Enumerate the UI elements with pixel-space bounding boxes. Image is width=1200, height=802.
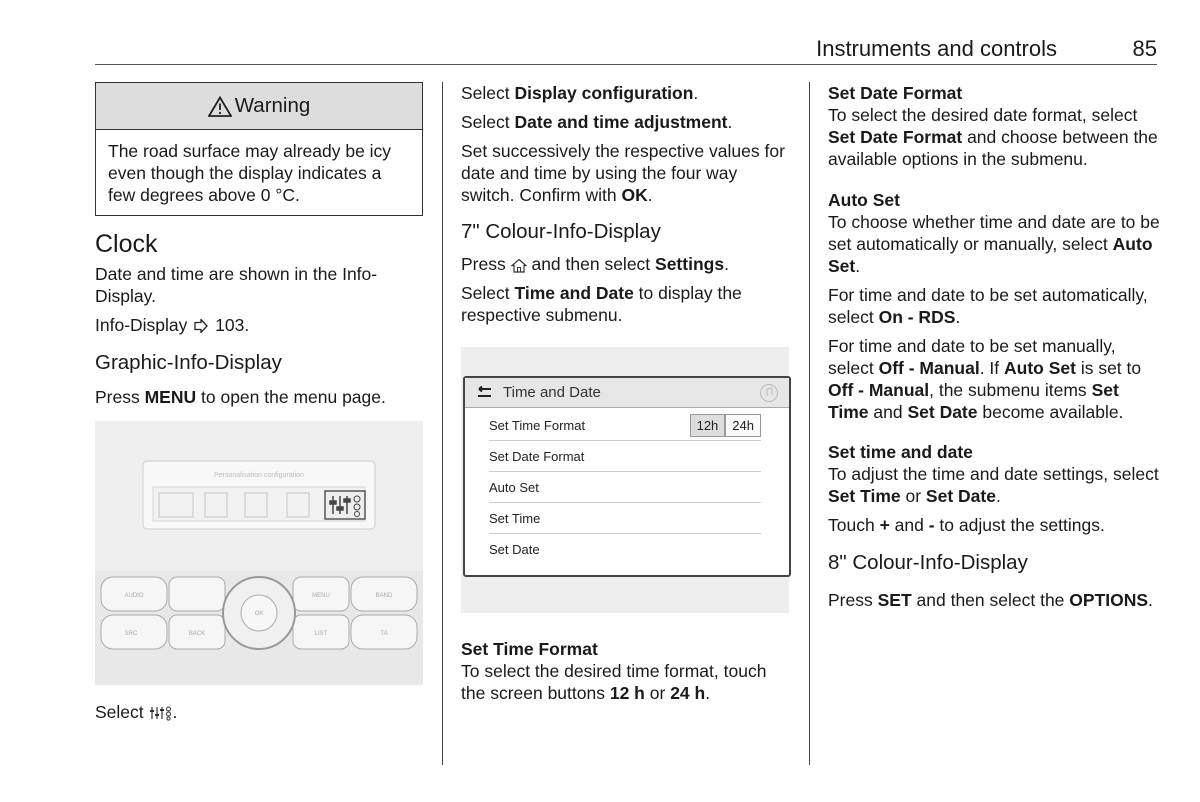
row-label: Set Date	[489, 541, 540, 557]
text-fragment: and	[889, 515, 929, 535]
clock-text: Date and time are shown in the Info-Display.	[95, 264, 378, 306]
list-label: LIST	[314, 631, 328, 637]
home-icon	[511, 258, 527, 273]
row-label: Set Date Format	[489, 448, 585, 464]
row-label: Auto Set	[489, 479, 539, 495]
menu-item-ref: Set Date Format	[828, 127, 963, 147]
time-date-screen-illustration	[461, 347, 789, 613]
ta-label: TA	[380, 631, 388, 637]
back-label: BACK	[188, 631, 206, 637]
text-fragment: Select	[461, 83, 515, 103]
warning-box	[95, 82, 423, 216]
control-panel-illustration	[95, 421, 423, 685]
text-fragment: To select the desired time format, touch the screen buttons	[461, 661, 767, 703]
text-fragment: Select	[461, 283, 515, 303]
warning-text: The road surface may already be icy even though the display indicates a few degrees above 0 °C.	[108, 141, 392, 205]
menu-item-ref: Time and Date	[514, 283, 634, 303]
touch-adjust-text	[828, 514, 1162, 536]
clock-heading: Clock	[95, 230, 158, 258]
text-fragment: . If	[979, 358, 1004, 378]
phone-button[interactable]	[169, 577, 225, 611]
menu-key-label: MENU	[144, 387, 197, 407]
colour-info-8-heading: 8" Colour-Info-Display	[828, 551, 1028, 574]
menu-row-set-date-format[interactable]	[489, 441, 761, 472]
ok-label: OK	[254, 611, 264, 617]
set-time-date-heading: Set time and date	[828, 442, 973, 462]
set-date-format-text	[828, 104, 1162, 170]
option-ref: On - RDS	[878, 307, 956, 327]
text-fragment: Select	[95, 702, 149, 722]
auto-set-text	[828, 211, 1162, 277]
ok-key-label: OK	[621, 185, 648, 205]
settings-icon	[149, 705, 173, 721]
menu-item-ref: Display configuration	[514, 83, 694, 103]
back-arrow-icon[interactable]	[473, 386, 495, 400]
option-ref: Off - Manual	[828, 380, 930, 400]
select-display-config	[461, 82, 793, 104]
text-fragment: .	[647, 185, 653, 205]
colour-info-7-heading: 7" Colour-Info-Display	[461, 220, 661, 243]
text-fragment: For time and date to be set automatically, select	[828, 285, 1148, 327]
row-label: Set Time	[489, 510, 541, 526]
display-screen	[463, 376, 791, 577]
column-2	[461, 82, 793, 704]
button-ref: 24 h	[670, 683, 706, 703]
music-note-icon[interactable]	[759, 383, 779, 403]
screen-title-bar	[465, 378, 789, 408]
text-fragment: For time and date to be set manually, select	[828, 336, 1116, 378]
text-fragment: Touch	[828, 515, 880, 535]
menu-item-ref: Auto Set	[1004, 358, 1076, 378]
warning-triangle-icon	[208, 96, 232, 117]
text-fragment: To choose whether time and date are to be set automatically or manually, select	[828, 212, 1160, 254]
press-menu-text	[95, 386, 425, 408]
reference-label: Info-Display	[95, 315, 188, 335]
text-fragment: to adjust the settings.	[934, 515, 1105, 535]
menu-item-ref: Set Date	[925, 486, 996, 506]
screen-title: Time and Date	[503, 384, 601, 401]
time-format-segment	[690, 414, 761, 437]
page-number: 85	[1132, 36, 1157, 61]
press-home-text	[461, 253, 793, 275]
text-fragment: become available.	[977, 402, 1124, 422]
control-panel-drawing	[95, 421, 423, 685]
text-fragment: .	[955, 307, 961, 327]
12h-button[interactable]: 12h	[690, 414, 726, 437]
text-fragment: .	[705, 683, 711, 703]
option-ref: Off - Manual	[878, 358, 980, 378]
menu-label: MENU	[312, 593, 330, 599]
text-fragment: .	[724, 254, 729, 274]
text-fragment: or	[900, 486, 926, 506]
column-1	[95, 82, 425, 723]
text-fragment: .	[995, 486, 1001, 506]
set-key-label: SET	[877, 590, 912, 610]
press-set-text	[828, 589, 1162, 611]
text-fragment: and then select	[526, 254, 656, 274]
minus-ref: -	[928, 515, 935, 535]
column-divider	[809, 82, 810, 765]
24h-button[interactable]: 24h	[725, 414, 761, 437]
menu-row-auto-set[interactable]	[489, 472, 761, 503]
page-reference-arrow-icon	[194, 319, 208, 333]
select-time-date-text	[461, 282, 793, 326]
reference-page[interactable]: 103.	[215, 315, 250, 335]
text-fragment: .	[172, 702, 178, 722]
menu-row-set-date[interactable]	[489, 534, 761, 564]
set-time-format-text	[461, 660, 793, 704]
text-fragment: To select the desired date format, select	[828, 105, 1138, 125]
text-fragment: Set successively the respective values for date and time by using the four way switch. Confirm with	[461, 141, 785, 205]
text-fragment: .	[1148, 590, 1153, 610]
graphic-info-heading: Graphic-Info-Display	[95, 351, 282, 374]
text-fragment: Press	[461, 254, 511, 274]
text-fragment: to open the menu page.	[196, 387, 386, 407]
text-fragment: .	[727, 112, 733, 132]
text-fragment: and then select the	[911, 590, 1070, 610]
menu-item-ref: Set Time	[828, 380, 1119, 422]
text-fragment: Press	[828, 590, 878, 610]
menu-item-ref: Date and time adjustment	[514, 112, 728, 132]
set-time-format-heading: Set Time Format	[461, 639, 598, 659]
menu-item-ref: Settings	[655, 254, 725, 274]
text-fragment: Press	[95, 387, 145, 407]
menu-item-ref: Auto Set	[828, 234, 1153, 276]
auto-set-heading: Auto Set	[828, 190, 900, 210]
text-fragment: or	[644, 683, 671, 703]
menu-row-set-time-format[interactable]	[489, 410, 761, 441]
section-title: Instruments and controls	[816, 36, 1057, 61]
column-3	[828, 82, 1162, 611]
text-fragment: and	[868, 402, 908, 422]
select-date-time-adjust	[461, 111, 793, 133]
text-fragment: .	[855, 256, 861, 276]
panel-screen-title: Personalisation configuration	[214, 472, 304, 479]
plus-ref: +	[879, 515, 890, 535]
menu-row-set-time[interactable]	[489, 503, 761, 534]
row-label: Set Time Format	[489, 417, 586, 433]
options-ref: OPTIONS	[1069, 590, 1149, 610]
button-ref: 12 h	[609, 683, 645, 703]
manual-text	[828, 335, 1162, 423]
text-fragment: is set to	[1075, 358, 1142, 378]
select-settings-text	[95, 701, 425, 723]
set-time-date-text	[828, 463, 1162, 507]
text-fragment: to display the respective submenu.	[461, 283, 742, 325]
menu-item-ref: Set Time	[828, 486, 901, 506]
automatic-text	[828, 284, 1162, 328]
src-label: SRC	[124, 631, 138, 637]
band-label: BAND	[375, 593, 393, 599]
text-fragment: To adjust the time and date settings, select	[828, 464, 1159, 484]
warning-title: Warning	[234, 94, 311, 117]
set-values-text	[461, 140, 793, 206]
text-fragment: .	[693, 83, 699, 103]
info-display-reference	[95, 314, 425, 336]
column-divider	[442, 82, 443, 765]
page-header	[95, 34, 1157, 65]
text-fragment: and choose between the available options in the submenu.	[828, 127, 1158, 169]
text-fragment: , the submenu items	[929, 380, 1092, 400]
warning-header	[96, 83, 422, 130]
set-date-format-heading: Set Date Format	[828, 83, 963, 103]
text-fragment: Select	[461, 112, 515, 132]
audio-label: AUDIO	[124, 593, 144, 599]
menu-item-ref: Set Date	[907, 402, 978, 422]
